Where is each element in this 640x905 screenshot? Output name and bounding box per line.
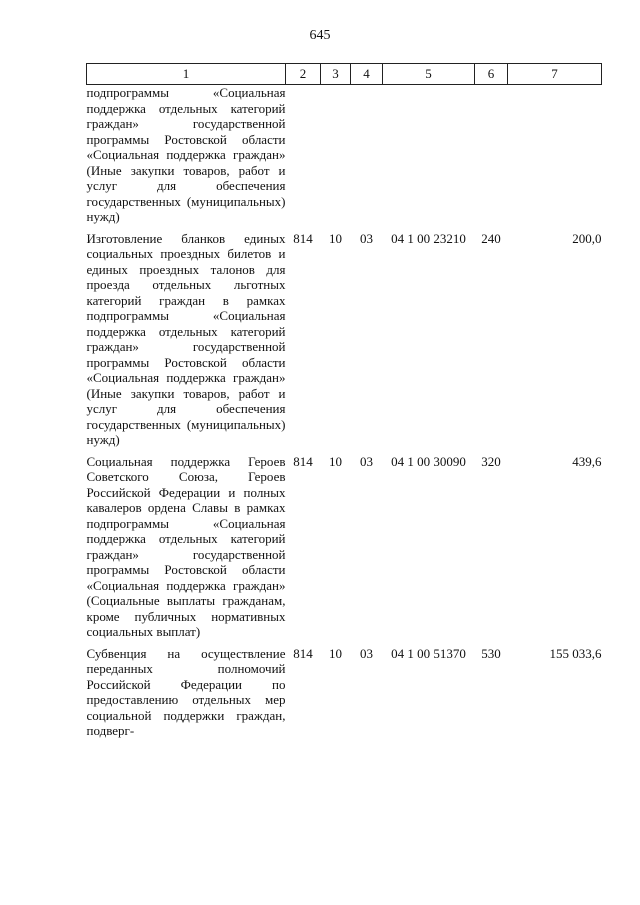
row-amount: 155 033,6 <box>549 645 602 661</box>
row-subsection <box>351 85 383 225</box>
row-ministry: 814 <box>293 453 313 469</box>
table-row <box>87 85 602 225</box>
row-subsection: 03 <box>360 645 373 661</box>
header-col-7: 7 <box>508 64 602 85</box>
row-name: Изготовление бланков единых социальных проездных билетов и единых проездных талонов для проезда отдельных льготных категорий граждан в рамках подпрограммы «Социальная поддержка отдельных категорий граждан» государственной программы Ростовской области «Социальная поддержка граждан» (Иные закупки товаров, работ и услуг для обеспечения государственных (муниципальных) нужд) <box>86 230 286 447</box>
row-target: 04 1 00 30090 <box>391 453 466 469</box>
row-subsection: 03 <box>360 453 373 469</box>
row-amount: 200,0 <box>572 230 602 246</box>
row-amount <box>508 85 602 225</box>
header-col-5: 5 <box>383 64 475 85</box>
row-section: 10 <box>329 453 342 469</box>
table-row <box>87 640 602 739</box>
header-col-6: 6 <box>475 64 508 85</box>
header-col-1: 1 <box>87 64 286 85</box>
row-expense-type: 530 <box>481 645 501 661</box>
page-number: 645 <box>309 28 331 43</box>
row-ministry: 814 <box>293 645 313 661</box>
header-col-2: 2 <box>286 64 321 85</box>
header-row <box>87 64 602 85</box>
budget-table <box>86 63 602 739</box>
row-section: 10 <box>329 230 342 246</box>
row-expense-type <box>475 85 508 225</box>
row-expense-type: 240 <box>481 230 501 246</box>
row-ministry: 814 <box>293 230 313 246</box>
header-col-3: 3 <box>321 64 351 85</box>
row-name: Социальная поддержка Героев Советского Союза, Героев Российской Федерации и полных кавалеров ордена Славы в рамках подпрограммы «Социальная поддержка отдельных категорий граждан» государственной программы Ростовской области «Социальная поддержка граждан» (Социальные выплаты гражданам, кроме публичных нормативных социальных выплат) <box>86 453 286 639</box>
row-target <box>383 85 475 225</box>
table-row <box>87 225 602 448</box>
row-subsection: 03 <box>360 230 373 246</box>
table-row <box>87 448 602 640</box>
row-section <box>321 85 351 225</box>
row-amount: 439,6 <box>572 453 602 469</box>
row-section: 10 <box>329 645 342 661</box>
header-col-4: 4 <box>351 64 383 85</box>
row-target: 04 1 00 51370 <box>391 645 466 661</box>
row-name: подпрограммы «Социальная поддержка отдельных категорий граждан» государственной программы Ростовской области «Социальная поддержка граждан» (Иные закупки товаров, работ и услуг для обеспечения государственных (муниципальных) нужд) <box>86 85 286 224</box>
row-target: 04 1 00 23210 <box>391 230 466 246</box>
row-ministry <box>286 85 321 225</box>
row-name: Субвенция на осуществление переданных полномочий Российской Федерации по предоставлению отдельных мер социальной поддержки граждан, подверг- <box>86 645 286 738</box>
row-expense-type: 320 <box>481 453 501 469</box>
